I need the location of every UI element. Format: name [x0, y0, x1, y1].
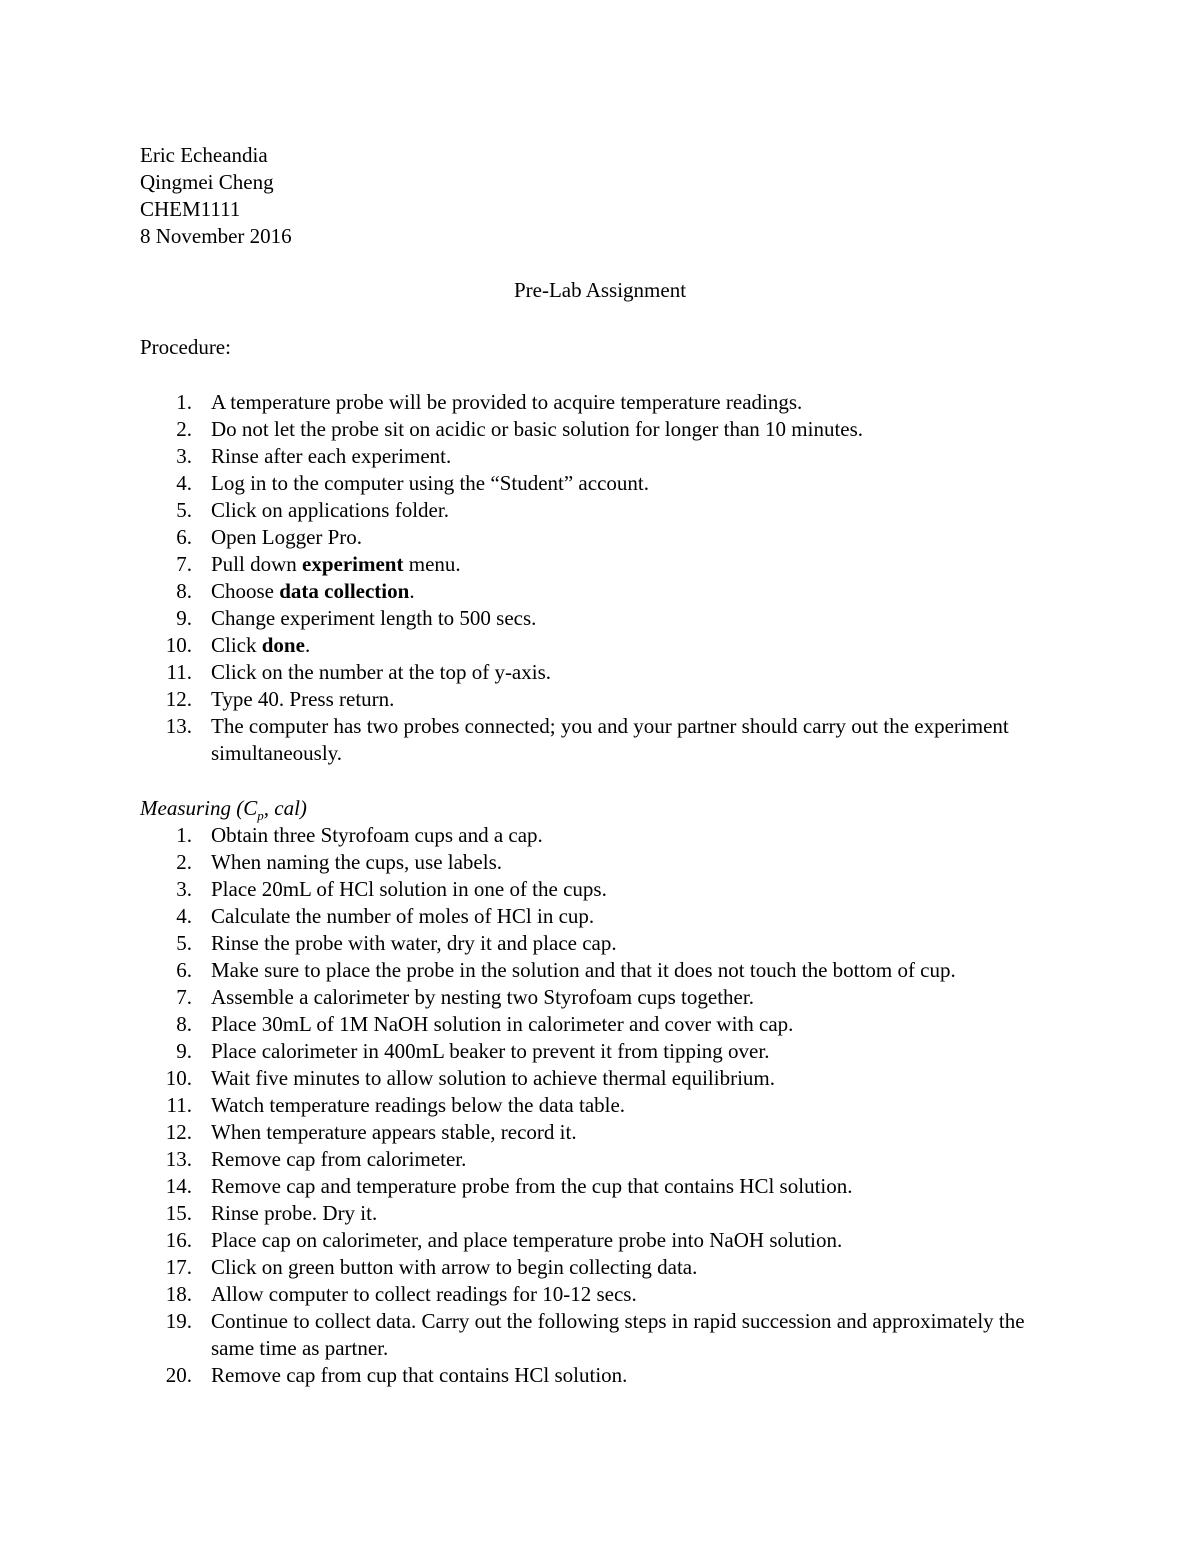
step-number: 5.	[176, 498, 192, 522]
step-number: 2.	[176, 850, 192, 874]
step-text: Log in to the computer using the “Student” account.	[211, 471, 649, 495]
step-text: Continue to collect data. Carry out the following steps in rapid succession and approximately the same time as partner.	[211, 1309, 1025, 1360]
procedure-step	[140, 578, 1070, 605]
author-name-1: Eric Echeandia	[140, 143, 268, 167]
step-number: 15.	[165, 1201, 192, 1225]
measuring-heading-post: , cal)	[263, 796, 307, 820]
step-number: 3.	[176, 877, 192, 901]
measuring-step	[140, 1281, 1070, 1308]
procedure-step	[140, 713, 1070, 767]
step-number: 19.	[165, 1309, 192, 1333]
step-text: Click on applications folder.	[211, 498, 449, 522]
procedure-step	[140, 686, 1070, 713]
step-text: Open Logger Pro.	[211, 525, 363, 549]
step-text: When temperature appears stable, record it.	[211, 1120, 577, 1144]
measuring-step	[140, 1119, 1070, 1146]
step-text: Type 40. Press return.	[211, 687, 395, 711]
step-text: Obtain three Styrofoam cups and a cap.	[211, 823, 543, 847]
procedure-step	[140, 416, 1070, 443]
step-number: 5.	[176, 931, 192, 955]
step-number: 10.	[165, 1066, 192, 1090]
step-number: 9.	[176, 1039, 192, 1063]
measuring-step	[140, 1173, 1070, 1200]
measuring-step	[140, 1146, 1070, 1173]
step-number: 20.	[165, 1363, 192, 1387]
measuring-step	[140, 1362, 1070, 1389]
author-name-2: Qingmei Cheng	[140, 170, 274, 194]
step-number: 9.	[176, 606, 192, 630]
step-number: 16.	[165, 1228, 192, 1252]
course-code: CHEM1111	[140, 197, 241, 221]
procedure-list	[140, 389, 1070, 767]
step-text: Click	[211, 633, 262, 657]
step-text: Allow computer to collect readings for 10-12 secs.	[211, 1282, 637, 1306]
step-text: Change experiment length to 500 secs.	[211, 606, 537, 630]
step-number: 12.	[165, 687, 192, 711]
header-block	[140, 142, 292, 250]
step-text-end: .	[304, 633, 311, 657]
step-number: 4.	[176, 904, 192, 928]
measuring-step	[140, 822, 1070, 849]
document-title: Pre-Lab Assignment	[513, 278, 687, 302]
measuring-step	[140, 849, 1070, 876]
procedure-step	[140, 443, 1070, 470]
step-text: Remove cap from calorimeter.	[211, 1147, 467, 1171]
step-number: 11.	[166, 1093, 192, 1117]
procedure-label: Procedure:	[140, 335, 231, 359]
step-number: 2.	[176, 417, 192, 441]
step-text: Click on green button with arrow to begin collecting data.	[211, 1255, 698, 1279]
measuring-heading-sub: p	[257, 808, 264, 824]
step-bold-text: done	[261, 633, 305, 657]
step-number: 8.	[176, 579, 192, 603]
step-number: 18.	[165, 1282, 192, 1306]
step-number: 4.	[176, 471, 192, 495]
step-text: Pull down	[211, 552, 303, 576]
step-number: 13.	[165, 714, 192, 738]
step-number: 11.	[166, 660, 192, 684]
measuring-step	[140, 876, 1070, 903]
step-text: Place cap on calorimeter, and place temperature probe into NaOH solution.	[211, 1228, 843, 1252]
procedure-step	[140, 605, 1070, 632]
step-number: 3.	[176, 444, 192, 468]
step-number: 1.	[176, 823, 192, 847]
procedure-step	[140, 470, 1070, 497]
procedure-step	[140, 524, 1070, 551]
step-number: 6.	[176, 958, 192, 982]
step-text: Place calorimeter in 400mL beaker to prevent it from tipping over.	[211, 1039, 770, 1063]
measuring-list	[140, 822, 1070, 1389]
step-text: Choose	[211, 579, 280, 603]
measuring-step	[140, 1065, 1070, 1092]
measuring-step	[140, 957, 1070, 984]
measuring-step	[140, 1308, 1070, 1362]
measuring-step	[140, 903, 1070, 930]
step-text: Make sure to place the probe in the solution and that it does not touch the bottom of cup.	[211, 958, 956, 982]
procedure-step	[140, 551, 1070, 578]
step-number: 17.	[165, 1255, 192, 1279]
step-number: 1.	[176, 390, 192, 414]
step-text: Watch temperature readings below the data table.	[211, 1093, 626, 1117]
step-text: Place 30mL of 1M NaOH solution in calorimeter and cover with cap.	[211, 1012, 794, 1036]
measuring-step	[140, 1011, 1070, 1038]
step-text: Rinse probe. Dry it.	[211, 1201, 378, 1225]
step-bold-text: experiment	[302, 552, 404, 576]
document-date: 8 November 2016	[140, 224, 292, 248]
step-text-end: menu.	[403, 552, 461, 576]
step-text: When naming the cups, use labels.	[211, 850, 503, 874]
step-text: Rinse the probe with water, dry it and place cap.	[211, 931, 617, 955]
procedure-step	[140, 389, 1070, 416]
measuring-step	[140, 1200, 1070, 1227]
measuring-step	[140, 1227, 1070, 1254]
measuring-step	[140, 1038, 1070, 1065]
measuring-step	[140, 1254, 1070, 1281]
step-number: 14.	[165, 1174, 192, 1198]
step-bold-text: data collection	[279, 579, 410, 603]
step-number: 7.	[176, 985, 192, 1009]
step-text: Wait five minutes to allow solution to achieve thermal equilibrium.	[211, 1066, 776, 1090]
step-number: 10.	[165, 633, 192, 657]
step-text: Place 20mL of HCl solution in one of the cups.	[211, 877, 607, 901]
measuring-step	[140, 930, 1070, 957]
step-text: Rinse after each experiment.	[211, 444, 452, 468]
measuring-step	[140, 1092, 1070, 1119]
step-text: A temperature probe will be provided to acquire temperature readings.	[211, 390, 803, 414]
step-text: Click on the number at the top of y-axis.	[211, 660, 552, 684]
step-text: Remove cap from cup that contains HCl solution.	[211, 1363, 628, 1387]
procedure-step	[140, 659, 1070, 686]
step-text: The computer has two probes connected; you and your partner should carry out the experiment simultaneously.	[211, 714, 1009, 765]
step-number: 7.	[176, 552, 192, 576]
procedure-step	[140, 632, 1070, 659]
step-text-end: .	[409, 579, 415, 603]
step-text: Do not let the probe sit on acidic or basic solution for longer than 10 minutes.	[211, 417, 864, 441]
step-number: 6.	[176, 525, 192, 549]
procedure-step	[140, 497, 1070, 524]
step-number: 12.	[165, 1120, 192, 1144]
step-text: Assemble a calorimeter by nesting two Styrofoam cups together.	[211, 985, 754, 1009]
measuring-heading-pre: Measuring (C	[140, 796, 258, 820]
step-number: 13.	[165, 1147, 192, 1171]
step-text: Calculate the number of moles of HCl in cup.	[211, 904, 595, 928]
step-number: 8.	[176, 1012, 192, 1036]
measuring-step	[140, 984, 1070, 1011]
step-text: Remove cap and temperature probe from the cup that contains HCl solution.	[211, 1174, 853, 1198]
